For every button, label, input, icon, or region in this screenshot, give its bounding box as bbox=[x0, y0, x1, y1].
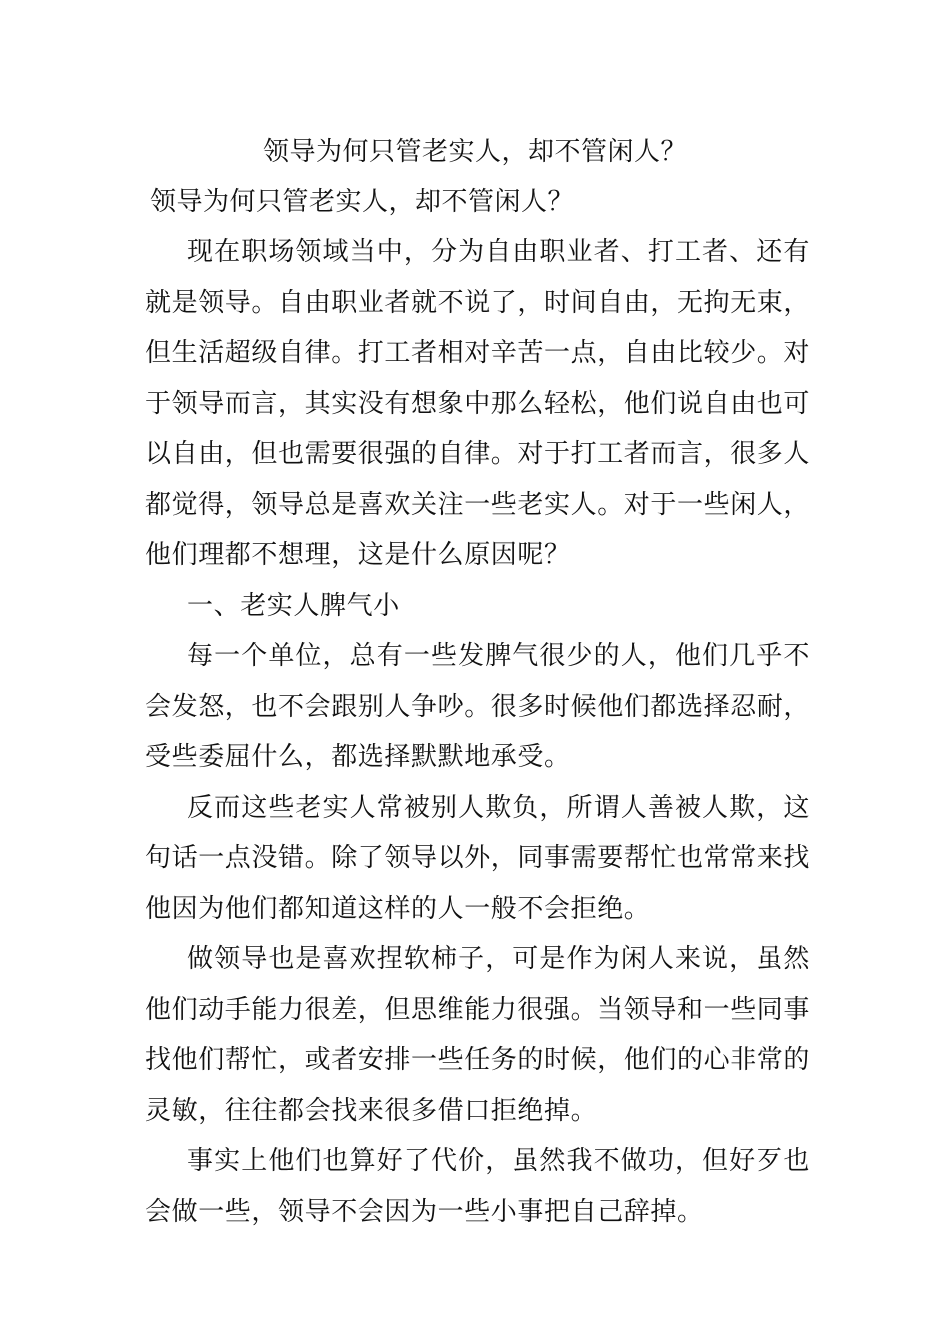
section-heading: 一、老实人脾气小 bbox=[187, 590, 400, 621]
paragraph: 事实上他们也算好了代价，虽然我不做功，但好歹也会做一些，领导不会因为一些小事把自己辞掉。 bbox=[145, 1146, 810, 1227]
document-subtitle: 领导为何只管老实人，却不管闲人？ bbox=[150, 187, 575, 217]
document-title: 领导为何只管老实人，却不管闲人？ bbox=[262, 137, 687, 167]
document-body bbox=[145, 227, 810, 1237]
paragraph-intro: 现在职场领域当中，分为自由职业者、打工者、还有就是领导。自由职业者就不说了，时间自由，无拘无束，但生活超级自律。打工者相对辛苦一点，自由比较少。对于领导而言，其实没有想象中那么轻松，他们说自由也可以自由，但也需要很强的自律。对于打工者而言，很多人都觉得，领导总是喜欢关注一些老实人。对于一些闲人，他们理都不想理，这是什么原因呢？ bbox=[145, 237, 811, 570]
paragraph: 每一个单位，总有一些发脾气很少的人，他们几乎不会发怒，也不会跟别人争吵。很多时候他们都选择忍耐，受些委屈什么，都选择默默地承受。 bbox=[145, 641, 811, 772]
paragraph: 做领导也是喜欢捏软柿子，可是作为闲人来说，虽然他们动手能力很差，但思维能力很强。当领导和一些同事找他们帮忙，或者安排一些任务的时候，他们的心非常的灵敏，往往都会找来很多借口拒绝掉。 bbox=[145, 944, 811, 1126]
paragraph: 反而这些老实人常被别人欺负，所谓人善被人欺，这句话一点没错。除了领导以外，同事需要帮忙也常常来找他因为他们都知道这样的人一般不会拒绝。 bbox=[145, 792, 811, 924]
